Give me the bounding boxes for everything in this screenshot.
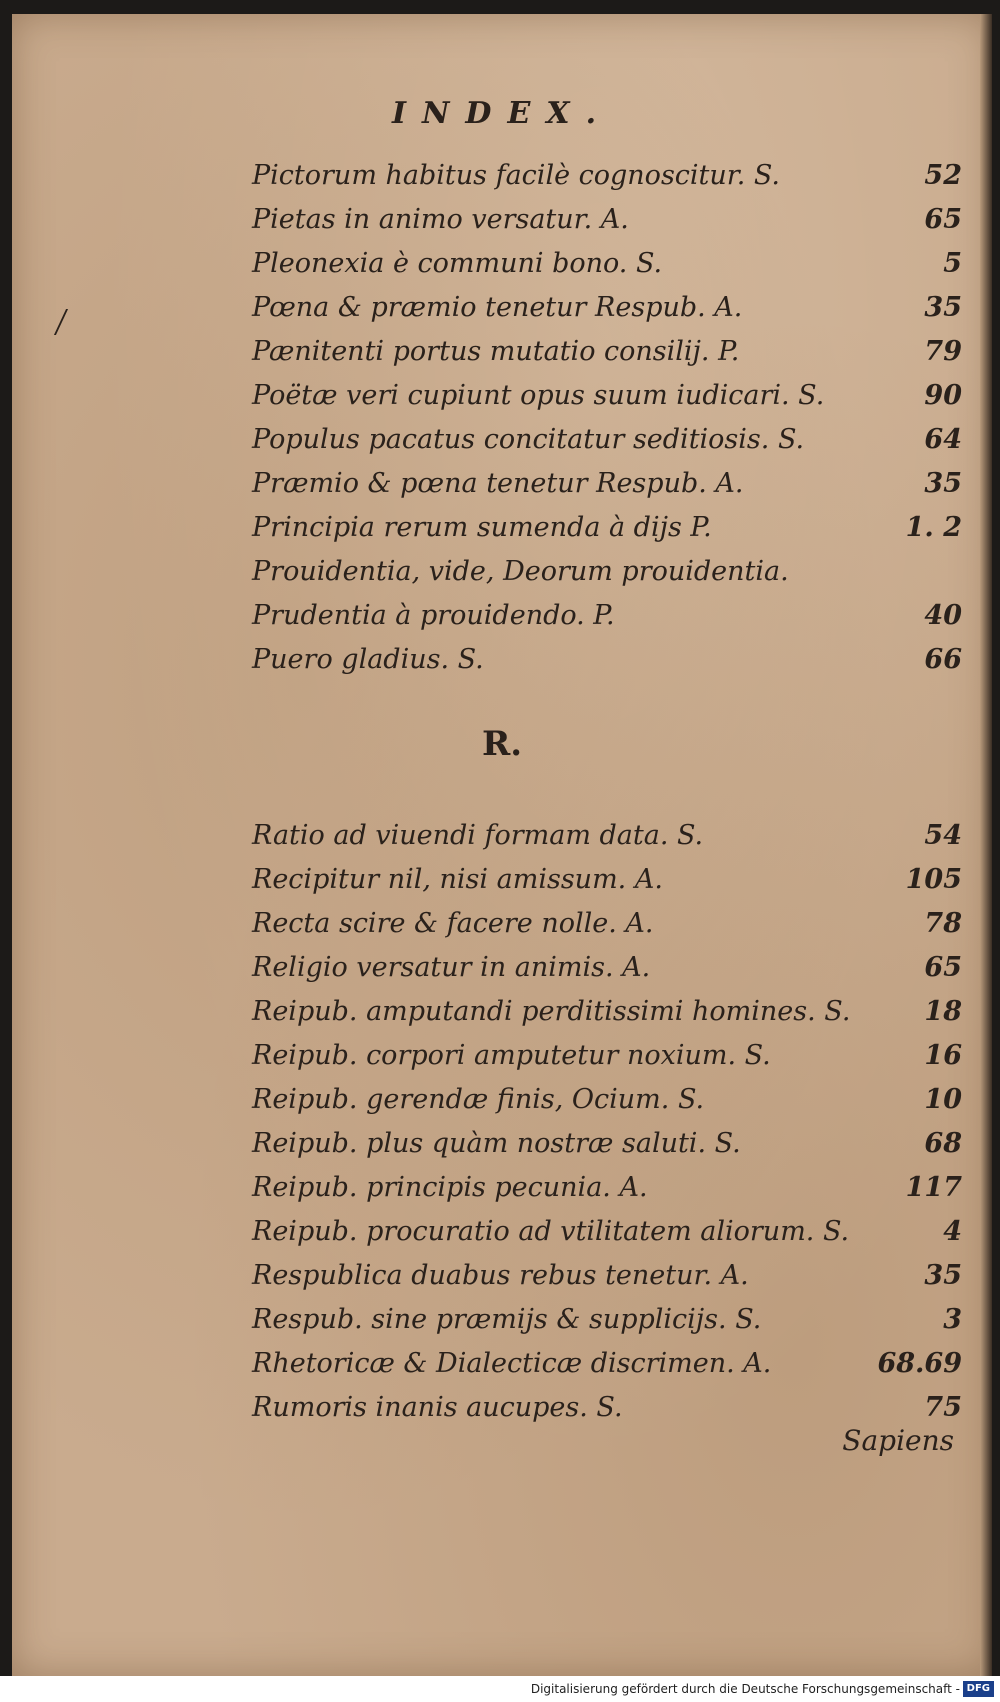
entry-text: Pænitenti portus mutatio consilij. P.: [252, 336, 740, 367]
entry-text: Pleonexia è communi bono. S.: [252, 248, 663, 279]
index-entry: [252, 1078, 982, 1122]
index-entry: [252, 198, 982, 242]
section-heading: R.: [481, 724, 523, 764]
entry-text: Præmio & pœna tenetur Respub. A.: [252, 468, 744, 499]
entry-page: 35: [924, 1260, 962, 1291]
entry-text: Respublica duabus rebus tenetur. A.: [252, 1260, 749, 1291]
entry-page: 75: [924, 1392, 962, 1423]
index-entry: [252, 418, 982, 462]
entry-text: Respub. sine præmijs & supplicijs. S.: [252, 1304, 762, 1335]
entry-page: 16: [924, 1040, 962, 1071]
entry-page: 68.69: [877, 1348, 962, 1379]
footer-credit: Digitalisierung gefördert durch die Deutsche Forschungsgemeinschaft -: [530, 1682, 960, 1696]
entry-page: 105: [905, 864, 962, 895]
entry-page: 65: [924, 204, 962, 235]
index-entry: [252, 154, 982, 198]
index-entry: [252, 374, 982, 418]
entry-text: Reipub. procuratio ad vtilitatem aliorum. S.: [252, 1216, 850, 1247]
entry-text: Puero gladius. S.: [252, 644, 484, 675]
index-entry: [252, 1210, 982, 1254]
entry-page: 117: [905, 1172, 962, 1203]
entry-text: Prudentia à prouidendo. P.: [252, 600, 615, 631]
entry-text: Reipub. gerendæ finis, Ocium. S.: [252, 1084, 705, 1115]
entry-text: Prouidentia, vide, Deorum prouidentia.: [252, 556, 789, 587]
entry-text: Rumoris inanis aucupes. S.: [252, 1392, 623, 1423]
index-entry: [252, 286, 982, 330]
index-entry: [252, 638, 982, 682]
entry-page: 1. 2: [905, 512, 962, 543]
running-header: INDEX.: [391, 96, 613, 131]
index-entry: [252, 1342, 982, 1386]
section-r-list: [252, 814, 982, 1430]
entry-page: 52: [924, 160, 962, 191]
entry-text: Recta scire & facere nolle. A.: [252, 908, 654, 939]
entry-page: 78: [924, 908, 962, 939]
index-entry: [252, 1166, 982, 1210]
entry-text: Reipub. plus quàm nostræ saluti. S.: [252, 1128, 741, 1159]
index-entry: [252, 550, 982, 594]
entry-page: 40: [924, 600, 962, 631]
entry-text: Poëtæ veri cupiunt opus suum iudicari. S.: [252, 380, 825, 411]
index-entry: [252, 858, 982, 902]
digitization-footer: [0, 1676, 1000, 1702]
section-p-list: [252, 154, 982, 682]
index-entry: [252, 1254, 982, 1298]
entry-text: Reipub. amputandi perditissimi homines. S.: [252, 996, 851, 1027]
index-entry: [252, 1034, 982, 1078]
index-entry: [252, 242, 982, 286]
entry-text: Reipub. principis pecunia. A.: [252, 1172, 648, 1203]
index-entry: [252, 594, 982, 638]
entry-text: Ratio ad viuendi formam data. S.: [252, 820, 704, 851]
entry-text: Pœna & præmio tenetur Respub. A.: [252, 292, 743, 323]
margin-mark: [54, 309, 86, 335]
index-entry: [252, 902, 982, 946]
catchword: Sapiens: [842, 1424, 954, 1457]
entry-page: 68: [924, 1128, 962, 1159]
entry-page: 5: [943, 248, 962, 279]
entry-page: 4: [943, 1216, 962, 1247]
entry-text: Religio versatur in animis. A.: [252, 952, 651, 983]
entry-page: 3: [943, 1304, 962, 1335]
entry-text: Populus pacatus concitatur seditiosis. S.: [252, 424, 805, 455]
dfg-logo: DFG: [963, 1681, 994, 1697]
index-entry: [252, 814, 982, 858]
entry-page: 10: [924, 1084, 962, 1115]
entry-text: Reipub. corpori amputetur noxium. S.: [252, 1040, 771, 1071]
entry-text: Recipitur nil, nisi amissum. A.: [252, 864, 663, 895]
index-entry: [252, 330, 982, 374]
entry-text: Principia rerum sumenda à dijs P.: [252, 512, 712, 543]
entry-page: 54: [924, 820, 962, 851]
entry-page: 18: [924, 996, 962, 1027]
entry-text: Pictorum habitus facilè cognoscitur. S.: [252, 160, 781, 191]
index-entry: [252, 506, 982, 550]
index-entry: [252, 1122, 982, 1166]
entry-page: 79: [924, 336, 962, 367]
entry-page: 35: [924, 468, 962, 499]
entry-text: Pietas in animo versatur. A.: [252, 204, 629, 235]
book-page: [12, 14, 992, 1676]
index-entry: [252, 462, 982, 506]
entry-page: 64: [924, 424, 962, 455]
entry-text: Rhetoricæ & Dialecticæ discrimen. A.: [252, 1348, 772, 1379]
index-entry: [252, 946, 982, 990]
index-entry: [252, 990, 982, 1034]
index-entry: [252, 1298, 982, 1342]
entry-page: 35: [924, 292, 962, 323]
entry-page: 65: [924, 952, 962, 983]
entry-page: 66: [924, 644, 962, 675]
entry-page: 90: [924, 380, 962, 411]
